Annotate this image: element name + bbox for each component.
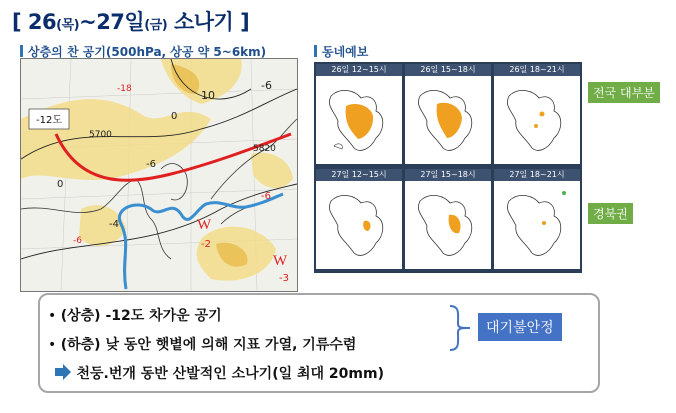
summary-line-upper bbox=[48, 305, 222, 325]
map-label: -4 bbox=[109, 219, 119, 230]
summary-line-result bbox=[54, 363, 384, 383]
map-label: -6 bbox=[73, 236, 82, 246]
map-label: -2 bbox=[201, 239, 211, 250]
tile-label: 27일 15~18시 bbox=[405, 169, 491, 181]
map-label: -6 bbox=[261, 79, 272, 92]
local-forecast-label bbox=[314, 43, 368, 60]
upper-air-map bbox=[20, 58, 298, 292]
summary-line-lower bbox=[48, 334, 356, 354]
forecast-tile bbox=[405, 169, 491, 269]
tile-label: 27일 18~21시 bbox=[494, 169, 580, 181]
arrow-right-icon bbox=[54, 363, 72, 381]
forecast-grid bbox=[314, 62, 582, 273]
callout-minus12: -12도 bbox=[36, 115, 62, 126]
title-part: (금) bbox=[144, 18, 168, 33]
tile-label: 27일 12~15시 bbox=[316, 169, 402, 181]
map-label: -18 bbox=[117, 84, 132, 94]
bullet-icon: • bbox=[48, 308, 57, 324]
map-w-label: W bbox=[197, 217, 212, 233]
title-part: (목) bbox=[56, 18, 80, 33]
upper-air-map-graphic bbox=[21, 59, 297, 291]
korea-map-graphic bbox=[316, 181, 402, 269]
summary-line2-text: (하층) 낮 동안 햇볕에 의해 지표 가열, 기류수렴 bbox=[60, 337, 357, 353]
section-bar-icon bbox=[314, 45, 317, 57]
right-brace-icon bbox=[446, 304, 474, 352]
forecast-tile bbox=[494, 64, 580, 164]
map-label: 5820 bbox=[253, 144, 276, 154]
forecast-tile bbox=[316, 64, 402, 164]
tile-label: 26일 12~15시 bbox=[316, 64, 402, 76]
local-forecast-label-text: 동네예보 bbox=[322, 45, 369, 59]
map-label: -6 bbox=[261, 191, 271, 202]
title-part: 소나기 ] bbox=[167, 10, 250, 34]
map-label: 10 bbox=[201, 89, 215, 102]
tag-nationwide: 전국 대부분 bbox=[588, 82, 660, 103]
title-part: [ 26 bbox=[12, 10, 57, 34]
summary-line3-text: 천둥.번개 동반 산발적인 소나기(일 최대 20mm) bbox=[76, 366, 384, 382]
map-label: -3 bbox=[279, 273, 289, 284]
tile-label: 26일 15~18시 bbox=[405, 64, 491, 76]
korea-map-graphic bbox=[494, 76, 580, 164]
map-label: 0 bbox=[171, 111, 178, 122]
forecast-tile bbox=[494, 169, 580, 269]
forecast-tile bbox=[316, 169, 402, 269]
upper-air-label-text: 상층의 찬 공기(500hPa, 상공 약 5~6km) bbox=[28, 45, 267, 59]
korea-map-graphic bbox=[405, 181, 491, 269]
bullet-icon: • bbox=[48, 337, 57, 353]
tag-gyeongbuk: 경북권 bbox=[588, 203, 633, 224]
korea-map-graphic bbox=[494, 181, 580, 269]
instability-badge: 대기불안정 bbox=[478, 313, 562, 341]
map-w-label: W bbox=[273, 253, 288, 269]
forecast-tile bbox=[405, 64, 491, 164]
map-label: 0 bbox=[57, 179, 64, 190]
title-part: ~27일 bbox=[79, 10, 145, 34]
korea-map-graphic bbox=[405, 76, 491, 164]
page-title bbox=[12, 6, 249, 36]
map-label: -6 bbox=[146, 159, 156, 170]
tile-label: 26일 18~21시 bbox=[494, 64, 580, 76]
section-bar-icon bbox=[20, 45, 23, 57]
map-label: 5700 bbox=[89, 130, 112, 140]
korea-map-graphic bbox=[316, 76, 402, 164]
summary-line1-text: (상층) -12도 차가운 공기 bbox=[60, 308, 222, 324]
